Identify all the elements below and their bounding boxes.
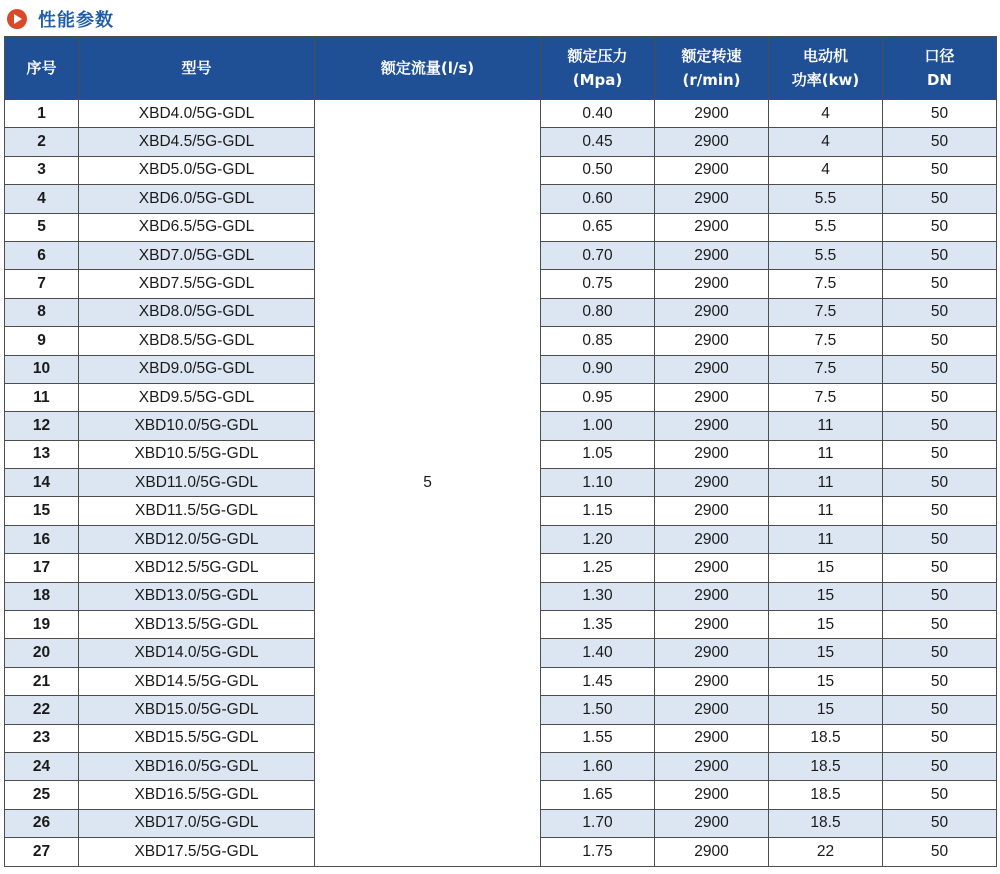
cell-speed: 2900 [655, 383, 769, 411]
cell-speed: 2900 [655, 298, 769, 326]
cell-power: 11 [769, 497, 883, 525]
cell-speed: 2900 [655, 525, 769, 553]
cell-model: XBD15.5/5G-GDL [79, 724, 315, 752]
cell-pressure: 1.55 [541, 724, 655, 752]
cell-pressure: 1.10 [541, 469, 655, 497]
cell-pressure: 0.90 [541, 355, 655, 383]
cell-no: 22 [5, 696, 79, 724]
cell-model: XBD16.5/5G-GDL [79, 781, 315, 809]
cell-pressure: 0.75 [541, 270, 655, 298]
cell-speed: 2900 [655, 696, 769, 724]
cell-speed: 2900 [655, 270, 769, 298]
cell-model: XBD17.5/5G-GDL [79, 838, 315, 866]
table-row [5, 100, 997, 128]
cell-pressure: 0.50 [541, 156, 655, 184]
cell-pressure: 1.70 [541, 809, 655, 837]
cell-speed: 2900 [655, 327, 769, 355]
cell-model: XBD9.0/5G-GDL [79, 355, 315, 383]
cell-pressure: 0.95 [541, 383, 655, 411]
cell-model: XBD9.5/5G-GDL [79, 383, 315, 411]
col-header-no [5, 37, 79, 100]
cell-speed: 2900 [655, 752, 769, 780]
cell-dn: 50 [883, 327, 997, 355]
cell-dn: 50 [883, 525, 997, 553]
cell-model: XBD17.0/5G-GDL [79, 809, 315, 837]
cell-model: XBD11.0/5G-GDL [79, 469, 315, 497]
section-title: 性能参数 [38, 10, 114, 31]
cell-no: 7 [5, 270, 79, 298]
table-header-row [5, 37, 997, 100]
cell-speed: 2900 [655, 582, 769, 610]
cell-pressure: 1.15 [541, 497, 655, 525]
cell-pressure: 1.50 [541, 696, 655, 724]
cell-power: 15 [769, 554, 883, 582]
performance-table [4, 36, 997, 867]
cell-model: XBD13.0/5G-GDL [79, 582, 315, 610]
cell-pressure: 1.20 [541, 525, 655, 553]
cell-no: 5 [5, 213, 79, 241]
cell-power: 15 [769, 667, 883, 695]
cell-power: 7.5 [769, 383, 883, 411]
cell-no: 10 [5, 355, 79, 383]
cell-dn: 50 [883, 128, 997, 156]
cell-model: XBD4.5/5G-GDL [79, 128, 315, 156]
cell-pressure: 0.85 [541, 327, 655, 355]
cell-dn: 50 [883, 298, 997, 326]
cell-model: XBD16.0/5G-GDL [79, 752, 315, 780]
cell-model: XBD6.0/5G-GDL [79, 185, 315, 213]
header-line1: 型号 [181, 59, 212, 77]
cell-dn: 50 [883, 667, 997, 695]
cell-no: 9 [5, 327, 79, 355]
cell-no: 27 [5, 838, 79, 866]
cell-no: 16 [5, 525, 79, 553]
header-line1: 额定压力 [567, 47, 628, 65]
cell-speed: 2900 [655, 497, 769, 525]
cell-model: XBD14.5/5G-GDL [79, 667, 315, 695]
col-header-pressure [541, 37, 655, 100]
cell-model: XBD13.5/5G-GDL [79, 611, 315, 639]
cell-no: 4 [5, 185, 79, 213]
cell-no: 2 [5, 128, 79, 156]
cell-dn: 50 [883, 213, 997, 241]
cell-dn: 50 [883, 412, 997, 440]
cell-power: 11 [769, 469, 883, 497]
cell-speed: 2900 [655, 781, 769, 809]
cell-model: XBD12.0/5G-GDL [79, 525, 315, 553]
col-header-flow [315, 37, 541, 100]
cell-dn: 50 [883, 781, 997, 809]
cell-speed: 2900 [655, 611, 769, 639]
cell-no: 26 [5, 809, 79, 837]
header-line2: (Mpa) [572, 71, 623, 89]
cell-model: XBD10.5/5G-GDL [79, 440, 315, 468]
header-line1: 额定流量(l/s) [380, 59, 475, 77]
cell-pressure: 1.35 [541, 611, 655, 639]
cell-no: 18 [5, 582, 79, 610]
cell-no: 12 [5, 412, 79, 440]
cell-model: XBD7.5/5G-GDL [79, 270, 315, 298]
cell-power: 11 [769, 440, 883, 468]
cell-model: XBD8.0/5G-GDL [79, 298, 315, 326]
cell-model: XBD5.0/5G-GDL [79, 156, 315, 184]
cell-power: 18.5 [769, 781, 883, 809]
cell-no: 21 [5, 667, 79, 695]
section-header [6, 6, 114, 32]
cell-flow: 5 [315, 100, 541, 867]
col-header-model [79, 37, 315, 100]
cell-dn: 50 [883, 752, 997, 780]
header-line2: DN [926, 71, 952, 89]
cell-dn: 50 [883, 270, 997, 298]
table-body [5, 100, 997, 867]
cell-no: 20 [5, 639, 79, 667]
cell-pressure: 1.75 [541, 838, 655, 866]
cell-speed: 2900 [655, 639, 769, 667]
cell-speed: 2900 [655, 241, 769, 269]
cell-dn: 50 [883, 156, 997, 184]
header-line1: 电动机 [802, 47, 848, 65]
cell-dn: 50 [883, 185, 997, 213]
cell-dn: 50 [883, 355, 997, 383]
cell-dn: 50 [883, 838, 997, 866]
cell-dn: 50 [883, 241, 997, 269]
cell-pressure: 0.80 [541, 298, 655, 326]
cell-dn: 50 [883, 440, 997, 468]
cell-speed: 2900 [655, 355, 769, 383]
cell-pressure: 0.45 [541, 128, 655, 156]
cell-power: 7.5 [769, 298, 883, 326]
cell-model: XBD10.0/5G-GDL [79, 412, 315, 440]
cell-pressure: 0.60 [541, 185, 655, 213]
cell-speed: 2900 [655, 554, 769, 582]
cell-speed: 2900 [655, 412, 769, 440]
cell-pressure: 0.65 [541, 213, 655, 241]
cell-power: 7.5 [769, 270, 883, 298]
cell-model: XBD12.5/5G-GDL [79, 554, 315, 582]
cell-dn: 50 [883, 582, 997, 610]
cell-speed: 2900 [655, 724, 769, 752]
cell-pressure: 1.60 [541, 752, 655, 780]
cell-pressure: 1.05 [541, 440, 655, 468]
header-line2: (r/min) [682, 71, 741, 89]
cell-model: XBD15.0/5G-GDL [79, 696, 315, 724]
cell-pressure: 1.65 [541, 781, 655, 809]
cell-no: 3 [5, 156, 79, 184]
cell-no: 11 [5, 383, 79, 411]
cell-no: 25 [5, 781, 79, 809]
cell-speed: 2900 [655, 100, 769, 128]
cell-model: XBD11.5/5G-GDL [79, 497, 315, 525]
cell-dn: 50 [883, 639, 997, 667]
cell-no: 15 [5, 497, 79, 525]
col-header-power [769, 37, 883, 100]
cell-pressure: 0.40 [541, 100, 655, 128]
cell-pressure: 1.45 [541, 667, 655, 695]
header-line1: 口径 [924, 47, 955, 65]
header-line2: 功率(kw) [791, 71, 860, 89]
cell-power: 5.5 [769, 241, 883, 269]
cell-pressure: 0.70 [541, 241, 655, 269]
cell-dn: 50 [883, 497, 997, 525]
cell-pressure: 1.25 [541, 554, 655, 582]
cell-speed: 2900 [655, 469, 769, 497]
cell-power: 7.5 [769, 327, 883, 355]
cell-speed: 2900 [655, 440, 769, 468]
cell-no: 17 [5, 554, 79, 582]
cell-power: 15 [769, 696, 883, 724]
cell-power: 4 [769, 100, 883, 128]
cell-power: 15 [769, 639, 883, 667]
cell-speed: 2900 [655, 156, 769, 184]
cell-pressure: 1.00 [541, 412, 655, 440]
cell-power: 5.5 [769, 213, 883, 241]
cell-dn: 50 [883, 100, 997, 128]
cell-speed: 2900 [655, 838, 769, 866]
cell-power: 4 [769, 128, 883, 156]
cell-power: 18.5 [769, 809, 883, 837]
play-circle-icon [6, 8, 28, 30]
cell-power: 11 [769, 525, 883, 553]
cell-power: 4 [769, 156, 883, 184]
cell-model: XBD4.0/5G-GDL [79, 100, 315, 128]
cell-no: 13 [5, 440, 79, 468]
cell-dn: 50 [883, 611, 997, 639]
cell-dn: 50 [883, 554, 997, 582]
cell-power: 7.5 [769, 355, 883, 383]
cell-pressure: 1.40 [541, 639, 655, 667]
cell-model: XBD8.5/5G-GDL [79, 327, 315, 355]
cell-no: 19 [5, 611, 79, 639]
cell-power: 18.5 [769, 752, 883, 780]
cell-power: 15 [769, 611, 883, 639]
cell-dn: 50 [883, 383, 997, 411]
cell-speed: 2900 [655, 128, 769, 156]
cell-speed: 2900 [655, 185, 769, 213]
cell-no: 6 [5, 241, 79, 269]
cell-dn: 50 [883, 469, 997, 497]
cell-no: 23 [5, 724, 79, 752]
cell-dn: 50 [883, 724, 997, 752]
cell-power: 22 [769, 838, 883, 866]
cell-model: XBD6.5/5G-GDL [79, 213, 315, 241]
cell-model: XBD14.0/5G-GDL [79, 639, 315, 667]
cell-dn: 50 [883, 696, 997, 724]
cell-power: 18.5 [769, 724, 883, 752]
cell-power: 11 [769, 412, 883, 440]
header-line1: 序号 [26, 59, 57, 77]
cell-speed: 2900 [655, 213, 769, 241]
cell-no: 14 [5, 469, 79, 497]
cell-no: 24 [5, 752, 79, 780]
cell-speed: 2900 [655, 667, 769, 695]
cell-speed: 2900 [655, 809, 769, 837]
cell-no: 8 [5, 298, 79, 326]
cell-power: 5.5 [769, 185, 883, 213]
cell-no: 1 [5, 100, 79, 128]
header-line1: 额定转速 [681, 47, 742, 65]
col-header-dn [883, 37, 997, 100]
cell-dn: 50 [883, 809, 997, 837]
cell-power: 15 [769, 582, 883, 610]
col-header-speed [655, 37, 769, 100]
cell-pressure: 1.30 [541, 582, 655, 610]
cell-model: XBD7.0/5G-GDL [79, 241, 315, 269]
